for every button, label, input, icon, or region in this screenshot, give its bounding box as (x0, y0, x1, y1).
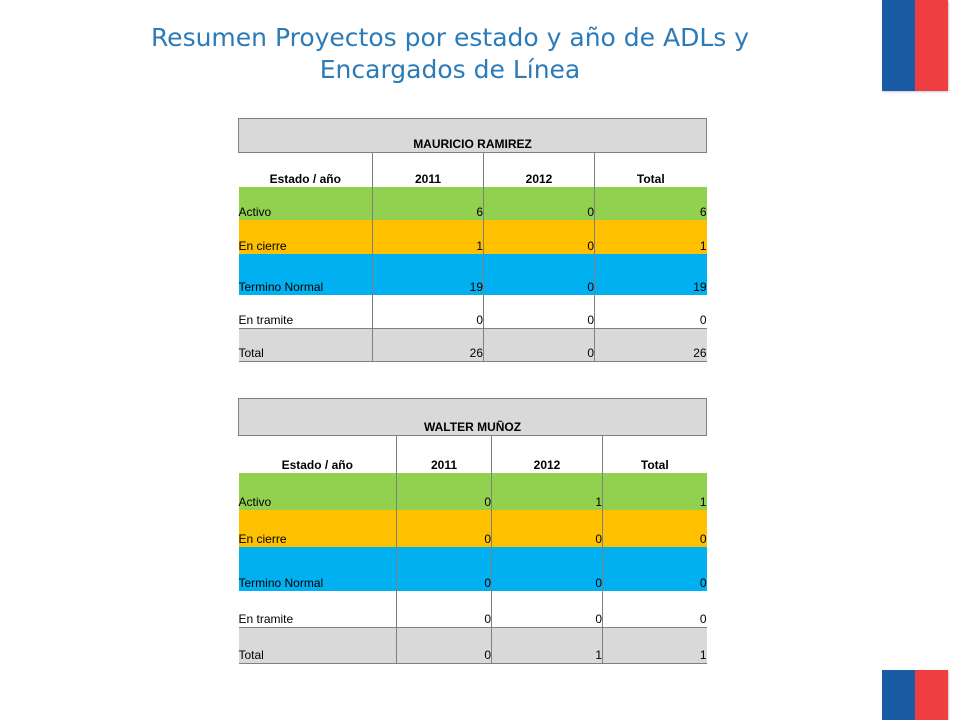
flag-red-stripe (915, 0, 948, 91)
cell-2011: 0 (397, 628, 492, 664)
header-2011: 2011 (373, 153, 484, 187)
cell-2012: 0 (484, 329, 595, 362)
header-2011: 2011 (397, 436, 492, 473)
table-name: WALTER MUÑOZ (239, 399, 707, 436)
cell-total: 19 (595, 254, 707, 295)
cell-2011: 0 (373, 295, 484, 329)
table-name: MAURICIO RAMIREZ (239, 119, 707, 153)
flag-blue-stripe (882, 670, 915, 720)
flag-blue-stripe (882, 0, 915, 91)
cell-2012: 0 (492, 510, 603, 547)
cell-total: 1 (603, 473, 707, 510)
header-estado: Estado / año (239, 153, 373, 187)
cell-2011: 0 (397, 591, 492, 628)
cell-total: 0 (603, 547, 707, 591)
page-title (60, 22, 840, 86)
cell-total: 0 (595, 295, 707, 329)
summary-table-walter-munoz (238, 398, 707, 664)
cell-total: 1 (595, 220, 707, 254)
cell-estado: En cierre (239, 510, 397, 547)
table-row-total (239, 329, 707, 362)
cell-2011: 0 (397, 510, 492, 547)
chile-flag-top-logo (882, 0, 948, 91)
table-row-total (239, 628, 707, 664)
chile-flag-bottom-logo (882, 670, 948, 720)
table-name-row (239, 399, 707, 436)
cell-total: 1 (603, 628, 707, 664)
header-2012: 2012 (484, 153, 595, 187)
cell-2012: 1 (492, 473, 603, 510)
header-2012: 2012 (492, 436, 603, 473)
cell-2011: 1 (373, 220, 484, 254)
cell-estado: Termino Normal (239, 254, 373, 295)
header-total: Total (603, 436, 707, 473)
title-line-1: Resumen Proyectos por estado y año de ADLs y (150, 23, 750, 52)
flag-red-stripe (915, 670, 948, 720)
cell-2012: 0 (492, 547, 603, 591)
cell-total: 26 (595, 329, 707, 362)
cell-estado: Termino Normal (239, 547, 397, 591)
cell-2012: 0 (492, 591, 603, 628)
cell-estado: En cierre (239, 220, 373, 254)
table-header-row (239, 153, 707, 187)
cell-estado: Activo (239, 187, 373, 220)
cell-total: 6 (595, 187, 707, 220)
table-row-activo (239, 187, 707, 220)
table-row-en-cierre (239, 510, 707, 547)
cell-total: 0 (603, 510, 707, 547)
summary-table-mauricio-ramirez (238, 118, 707, 362)
table-name-row (239, 119, 707, 153)
cell-2012: 0 (484, 295, 595, 329)
cell-2012: 0 (484, 187, 595, 220)
table-row-termino-normal (239, 547, 707, 591)
header-estado: Estado / año (239, 436, 397, 473)
table-header-row (239, 436, 707, 473)
cell-2012: 1 (492, 628, 603, 664)
cell-total: 0 (603, 591, 707, 628)
cell-estado: Total (239, 628, 397, 664)
table-row-activo (239, 473, 707, 510)
cell-2011: 0 (397, 547, 492, 591)
table-row-termino-normal (239, 254, 707, 295)
cell-2011: 6 (373, 187, 484, 220)
cell-estado: Total (239, 329, 373, 362)
cell-2011: 0 (397, 473, 492, 510)
cell-estado: En tramite (239, 295, 373, 329)
cell-estado: Activo (239, 473, 397, 510)
cell-estado: En tramite (239, 591, 397, 628)
cell-2011: 19 (373, 254, 484, 295)
title-line-2: Encargados de Línea (319, 55, 581, 84)
header-total: Total (595, 153, 707, 187)
table-row-en-tramite (239, 591, 707, 628)
cell-2012: 0 (484, 220, 595, 254)
table-row-en-cierre (239, 220, 707, 254)
cell-2012: 0 (484, 254, 595, 295)
table-row-en-tramite (239, 295, 707, 329)
cell-2011: 26 (373, 329, 484, 362)
